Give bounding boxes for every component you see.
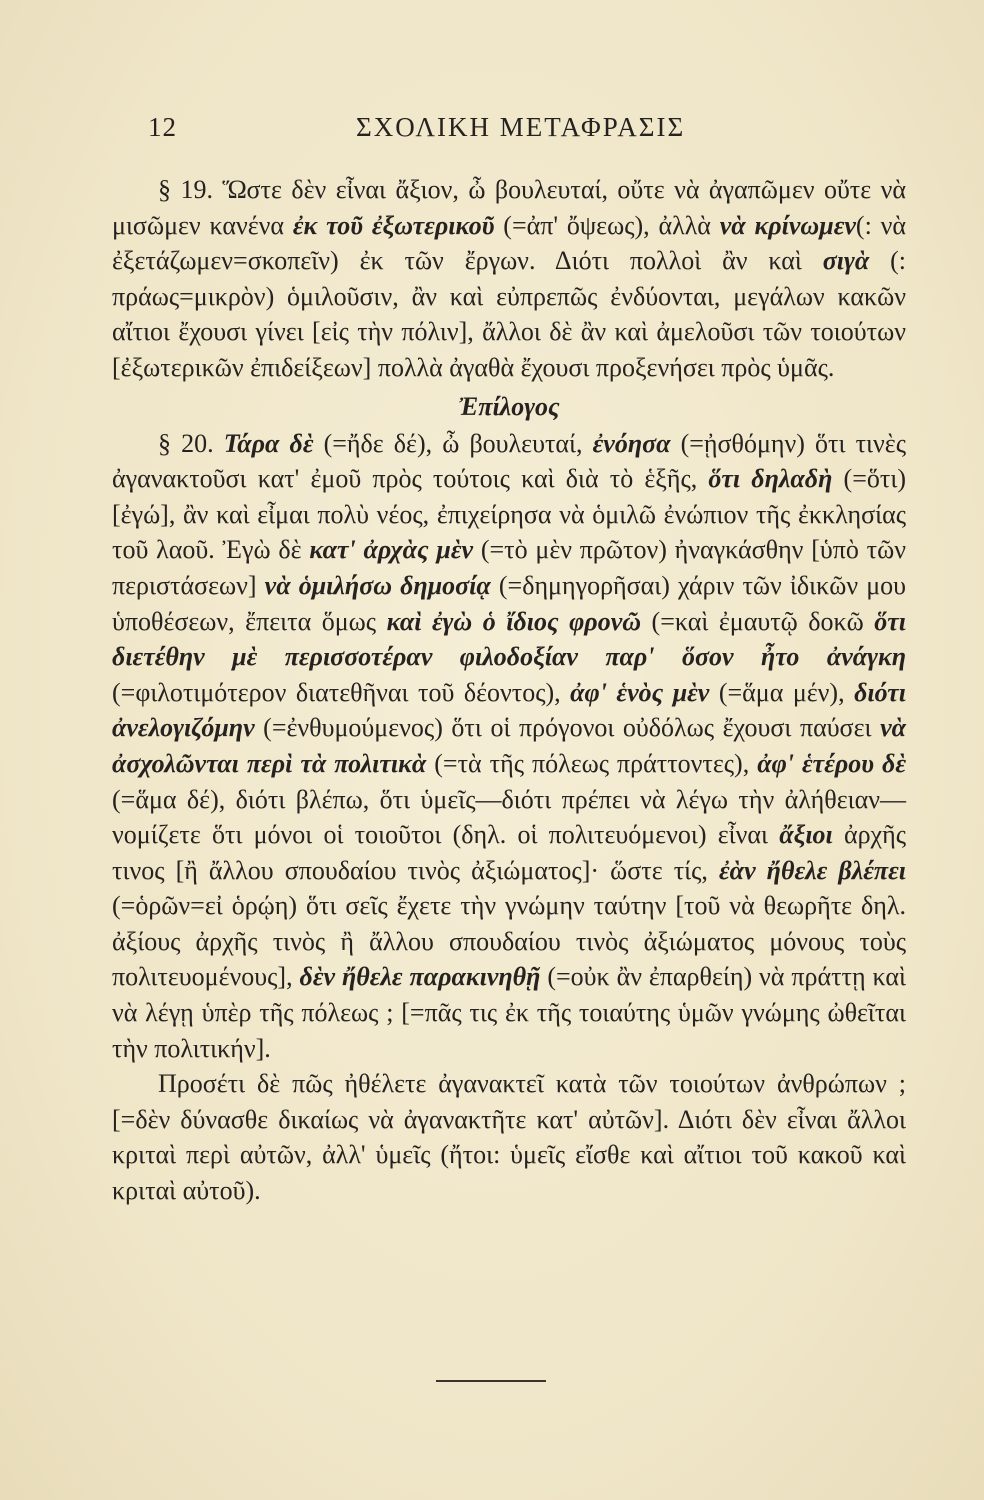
- text-span: (=ἅμα δέ), διότι βλέπω, ὅτι ὑμεῖς—διότι πρέπει νὰ λέγω τὴν ἀλήθειαν—νομίζετε ὅτι μόνοι οἱ τοιοῦτοι (δηλ. οἱ πολιτευόμενοι) εἶναι: [112, 784, 906, 850]
- text-span: § 20.: [158, 428, 224, 458]
- text-span: (=ᾐσθόμην) ὅτι τινὲς ἀγανακτοῦσι κατ' ἐμοῦ πρὸς τούτοις καὶ διὰ τὸ ἑξῆς,: [112, 428, 907, 494]
- bold-term: κατ' ἀρχὰς μὲν: [309, 535, 474, 565]
- text-span: (=ἐνθυμούμενος) ὅτι οἱ πρόγονοι οὐδόλως ἔχουσι παύσει: [254, 713, 881, 743]
- bold-term: νὰ ὁμιλήσω δημοσίᾳ: [264, 570, 491, 600]
- text-span: (=ὁρῶν=εἰ ὁρῴη) ὅτι σεῖς ἔχετε τὴν γνώμην ταύτην [τοῦ νὰ θεωρῆτε δηλ. ἀξίους ἀρχῆς τινὸς ἢ ἄλλου σπουδαίου τινὸς ἀξιώματος μόνους τοὺς πολιτευομένους],: [112, 891, 906, 992]
- bold-term: ὅτι διετέθην μὲ περισσοτέραν φιλοδοξίαν παρ' ὅσον ἦτο ἀνάγκη: [112, 606, 906, 672]
- paragraph-20: [112, 426, 906, 1067]
- bold-term: διότι ἀνελογιζόμην: [112, 677, 907, 743]
- bold-term: νὰ κρίνωμεν: [719, 210, 856, 240]
- bold-term: ὅτι δηλαδὴ: [708, 464, 833, 494]
- bold-term: ἐὰν ἤθελε βλέπει: [719, 855, 906, 885]
- text-span: (=ἅμα μέν),: [709, 677, 855, 707]
- text-span: (=τὸ μὲν πρῶτον) ἠναγκάσθην [ὑπὸ τῶν περιστάσεων]: [112, 535, 906, 600]
- bold-term: ἐκ τοῦ ἐξωτερικοῦ: [292, 210, 495, 240]
- text-span: (=ὅτι) [ἐγώ], ἂν καὶ εἶμαι πολὺ νέος, ἐπιχείρησα νὰ ὁμιλῶ ἐνώπιον τῆς ἐκκλησίας τοῦ λαοῦ. Ἐγὼ δὲ: [112, 464, 906, 565]
- text-span: ἀρχῆς τινος [ἢ ἄλλου σπουδαίου τινὸς ἀξιώματος]· ὥστε τίς,: [112, 820, 906, 885]
- bold-term: νὰ ἀσχολῶνται περὶ τὰ πολιτικὰ: [112, 713, 906, 778]
- text-span: (=δημηγορῆσαι) χάριν τῶν ἰδικῶν μου ὑποθέσεων, ἔπειτα ὅμως: [112, 570, 907, 636]
- bold-term: δὲν ἤθελε παρακινηθῇ: [299, 962, 541, 992]
- bold-term: ἐνόησα: [592, 428, 671, 458]
- page-number: 12: [148, 112, 177, 142]
- text-span: (=οὐκ ἂν ἐπαρθείη) νὰ πράττῃ καὶ νὰ λέγῃ ὑπὲρ τῆς πόλεως ; [=πᾶς τις ἐκ τῆς τοιαύτης ὑμῶν γνώμης ὠθεῖται τὴν πολιτικήν].: [112, 962, 906, 1063]
- text-span: (: νὰ ἐξετάζωμεν=σκοπεῖν) ἐκ τῶν ἔργων. Διότι πολλοὶ ἂν καὶ: [112, 210, 906, 276]
- paragraph-21: Προσέτι δὲ πῶς ἠθέλετε ἀγανακτεῖ κατὰ τῶν τοιούτων ἀνθρώπων ; [=δὲν δύνασθε δικαίως νὰ ἀγανακτῆτε κατ' αὐτῶν]. Διότι δὲν εἶναι ἄλλοι κριταὶ περὶ αὐτῶν, ἀλλ' ὑμεῖς (ἤτοι: ὑμεῖς εἴσθε καὶ αἴτιοι τοῦ κακοῦ καὶ κριταὶ αὐτοῦ).: [112, 1069, 906, 1206]
- bold-term: ἄξιοι: [779, 820, 833, 850]
- text-span: (=ἀπ' ὄψεως), ἀλλὰ: [494, 210, 720, 240]
- bold-term: σιγὰ: [822, 246, 870, 276]
- bold-term: Τάρα δὲ: [223, 428, 314, 458]
- text-span: § 19. Ὥστε δὲν εἶναι ἄξιον, ὦ βουλευταί, οὔτε νὰ ἀγαπῶμεν οὔτε νὰ μισῶμεν κανένα: [112, 175, 906, 240]
- text-span: (=τὰ τῆς πόλεως πράττοντες),: [426, 748, 758, 778]
- section-heading-epilogue: Ἐπίλογος: [458, 391, 560, 421]
- text-span: (: πράως=μικρὸν) ὁμιλοῦσιν, ἂν καὶ εὐπρεπῶς ἐνδύονται, μεγάλων κακῶν αἴτιοι ἔχουσι γίνει [εἰς τὴν πόλιν], ἄλλοι δὲ ἂν καὶ ἀμελοῦσι τῶν τοιούτων [ἐξωτερικῶν ἐπιδείξεων] πολλὰ ἀγαθὰ ἔχουσι προξενήσει πρὸς ὑμᾶς.: [112, 246, 906, 382]
- paragraph-19: [112, 172, 906, 386]
- bold-term: ἀφ' ἑνὸς μὲν: [570, 677, 710, 707]
- end-rule: [436, 1380, 546, 1382]
- text-span: (=φιλοτιμότερον διατεθῆναι τοῦ δέοντος),: [112, 677, 571, 707]
- body-text: [112, 172, 906, 1209]
- bold-term: καὶ ἐγὼ ὁ ἴδιος φρονῶ: [386, 606, 642, 636]
- bold-term: ἀφ' ἑτέρου δὲ: [757, 748, 906, 778]
- page-header: [148, 112, 874, 152]
- running-title: ΣΧΟΛΙΚΗ ΜΕΤΑΦΡΑΣΙΣ: [356, 112, 686, 142]
- text-span: (=ἤδε δέ), ὦ βουλευταί,: [313, 428, 593, 458]
- text-span: (=καὶ ἐμαυτῷ δοκῶ: [641, 606, 875, 636]
